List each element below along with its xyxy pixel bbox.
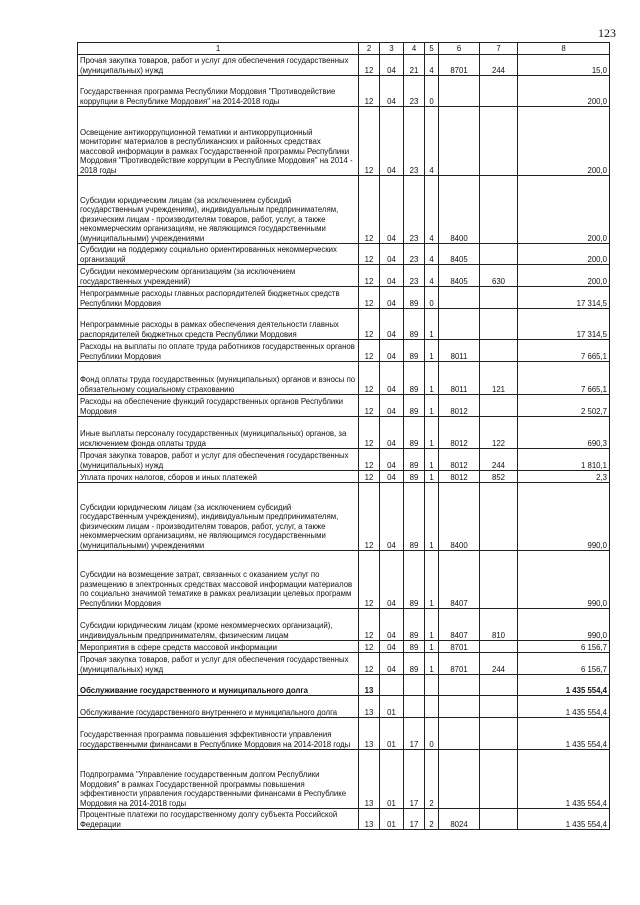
table-row (78, 362, 610, 395)
target-item-code (439, 750, 480, 809)
subprogram-code: 4 (425, 176, 439, 244)
subprogram-code: 4 (425, 55, 439, 76)
target-item-code (439, 675, 480, 696)
subsection-code: 04 (380, 653, 404, 675)
table-row (78, 176, 610, 244)
section-code: 12 (359, 55, 380, 76)
subsection-code: 04 (380, 551, 404, 609)
budget-table (77, 42, 610, 830)
section-code: 12 (359, 653, 380, 675)
amount: 1 435 554,4 (518, 675, 610, 696)
amount: 200,0 (518, 76, 610, 107)
expense-type-code (480, 340, 518, 362)
amount: 200,0 (518, 107, 610, 176)
target-item-code: 8011 (439, 362, 480, 395)
header-cell: 4 (404, 43, 425, 55)
program-code: 89 (404, 471, 425, 483)
table-row (78, 417, 610, 449)
program-code: 89 (404, 483, 425, 551)
subsection-code: 04 (380, 609, 404, 641)
item-name: Субсидии юридическим лицам (кроме некоммерческих организаций), индивидуальным предпринимателям, физическим лицам (78, 609, 359, 641)
amount: 17 314,5 (518, 309, 610, 340)
header-cell: 3 (380, 43, 404, 55)
target-item-code: 8012 (439, 471, 480, 483)
item-name: Расходы на выплаты по оплате труда работников государственных органов Республики Мордовия (78, 340, 359, 362)
table-row (78, 809, 610, 830)
item-name: Субсидии на поддержку социально ориентированных некоммерческих организаций (78, 244, 359, 265)
item-name: Непрограммные расходы в рамках обеспечения деятельности главных распорядителей бюджетных средств Республики Мордовия (78, 309, 359, 340)
expense-type-code: 810 (480, 609, 518, 641)
target-item-code: 8405 (439, 265, 480, 287)
section-code: 12 (359, 265, 380, 287)
program-code: 21 (404, 55, 425, 76)
target-item-code: 8012 (439, 417, 480, 449)
expense-type-code (480, 395, 518, 417)
header-cell: 5 (425, 43, 439, 55)
amount: 1 810,1 (518, 449, 610, 471)
expense-type-code (480, 309, 518, 340)
subprogram-code: 1 (425, 449, 439, 471)
expense-type-code (480, 76, 518, 107)
section-code: 12 (359, 362, 380, 395)
subsection-code: 04 (380, 483, 404, 551)
expense-type-code (480, 718, 518, 750)
expense-type-code (480, 107, 518, 176)
target-item-code (439, 309, 480, 340)
section-code: 13 (359, 718, 380, 750)
section-code: 13 (359, 696, 380, 718)
subprogram-code: 1 (425, 653, 439, 675)
item-name: Субсидии на возмещение затрат, связанных с оказанием услуг по размещению в электронных средствах массовой информации материалов по социально значимой тематике в рамках реализации целевых программ Республики Мордовия (78, 551, 359, 609)
section-code: 12 (359, 609, 380, 641)
item-name: Обслуживание государственного и муниципального долга (78, 675, 359, 696)
header-cell: 8 (518, 43, 610, 55)
amount: 7 665,1 (518, 362, 610, 395)
table-row (78, 340, 610, 362)
amount: 200,0 (518, 176, 610, 244)
table-row (78, 244, 610, 265)
amount: 7 665,1 (518, 340, 610, 362)
section-code: 12 (359, 309, 380, 340)
target-item-code: 8407 (439, 551, 480, 609)
program-code: 23 (404, 107, 425, 176)
program-code: 89 (404, 449, 425, 471)
subprogram-code: 1 (425, 609, 439, 641)
subsection-code (380, 675, 404, 696)
expense-type-code (480, 750, 518, 809)
subsection-code: 04 (380, 309, 404, 340)
program-code: 89 (404, 417, 425, 449)
target-item-code: 8024 (439, 809, 480, 830)
program-code: 89 (404, 287, 425, 309)
program-code: 89 (404, 653, 425, 675)
table-row (78, 483, 610, 551)
expense-type-code: 122 (480, 417, 518, 449)
expense-type-code: 244 (480, 55, 518, 76)
subsection-code: 04 (380, 449, 404, 471)
subsection-code: 01 (380, 809, 404, 830)
subprogram-code: 2 (425, 750, 439, 809)
item-name: Субсидии юридическим лицам (за исключением субсидий государственным учреждениям), индивидуальным предпринимателям, физическим лицам - производителям товаров, работ, услуг, а также некоммерческим организациям, не являющимся государственными (муниципальными) учреждениями (78, 176, 359, 244)
section-code: 12 (359, 395, 380, 417)
header-cell: 2 (359, 43, 380, 55)
item-name: Обслуживание государственного внутреннего и муниципального долга (78, 696, 359, 718)
program-code: 89 (404, 609, 425, 641)
header-cell: 1 (78, 43, 359, 55)
target-item-code (439, 287, 480, 309)
expense-type-code: 244 (480, 653, 518, 675)
item-name: Государственная программа Республики Мордовия "Противодействие коррупции в Республике Мордовия" на 2014-2018 годы (78, 76, 359, 107)
table-row (78, 309, 610, 340)
amount: 17 314,5 (518, 287, 610, 309)
subprogram-code: 1 (425, 362, 439, 395)
program-code: 89 (404, 641, 425, 653)
program-code: 23 (404, 176, 425, 244)
target-item-code: 8011 (439, 340, 480, 362)
subprogram-code: 1 (425, 309, 439, 340)
subprogram-code: 4 (425, 107, 439, 176)
header-cell: 7 (480, 43, 518, 55)
amount: 1 435 554,4 (518, 696, 610, 718)
subprogram-code: 1 (425, 395, 439, 417)
subprogram-code: 1 (425, 641, 439, 653)
expense-type-code: 630 (480, 265, 518, 287)
program-code: 89 (404, 395, 425, 417)
program-code: 89 (404, 340, 425, 362)
table-row (78, 653, 610, 675)
amount: 15,0 (518, 55, 610, 76)
section-code: 12 (359, 483, 380, 551)
target-item-code: 8701 (439, 55, 480, 76)
subsection-code: 04 (380, 176, 404, 244)
target-item-code: 8012 (439, 449, 480, 471)
program-code: 89 (404, 362, 425, 395)
target-item-code: 8400 (439, 483, 480, 551)
section-code: 12 (359, 471, 380, 483)
table-row (78, 287, 610, 309)
expense-type-code (480, 483, 518, 551)
section-code: 12 (359, 417, 380, 449)
section-code: 12 (359, 287, 380, 309)
subprogram-code (425, 696, 439, 718)
program-code: 17 (404, 750, 425, 809)
amount: 690,3 (518, 417, 610, 449)
subsection-code: 04 (380, 265, 404, 287)
target-item-code (439, 718, 480, 750)
subsection-code: 01 (380, 750, 404, 809)
subsection-code: 04 (380, 641, 404, 653)
subsection-code: 04 (380, 340, 404, 362)
program-code (404, 675, 425, 696)
expense-type-code (480, 809, 518, 830)
target-item-code: 8701 (439, 653, 480, 675)
table-row (78, 265, 610, 287)
subsection-code: 04 (380, 76, 404, 107)
section-code: 12 (359, 551, 380, 609)
item-name: Освещение антикоррупционной тематики и антикоррупционный мониторинг материалов в республиканских и районных средствах массовой информации в рамках Государственной программы Республики Мордовия "Противодействие коррупции в Республике Мордовия" на 2014 - 2018 годы (78, 107, 359, 176)
amount: 2,3 (518, 471, 610, 483)
amount: 2 502,7 (518, 395, 610, 417)
section-code: 12 (359, 244, 380, 265)
subprogram-code: 2 (425, 809, 439, 830)
item-name: Субсидии некоммерческим организациям (за исключением государственных учреждений) (78, 265, 359, 287)
target-item-code (439, 76, 480, 107)
subprogram-code: 1 (425, 417, 439, 449)
subsection-code: 04 (380, 417, 404, 449)
expense-type-code (480, 176, 518, 244)
program-code: 23 (404, 76, 425, 107)
item-name: Прочая закупка товаров, работ и услуг для обеспечения государственных (муниципальных) нужд (78, 55, 359, 76)
subprogram-code: 0 (425, 718, 439, 750)
target-item-code: 8407 (439, 609, 480, 641)
item-name: Процентные платежи по государственному долгу субъекта Российской Федерации (78, 809, 359, 830)
program-code: 17 (404, 718, 425, 750)
table-row (78, 750, 610, 809)
amount: 1 435 554,4 (518, 750, 610, 809)
item-name: Подпрограмма "Управление государственным долгом Республики Мордовия" в рамках Государственной программы повышения эффективности управления государственными финансами в Республике Мордовия на 2014-2018 годы (78, 750, 359, 809)
amount: 6 156,7 (518, 641, 610, 653)
subsection-code: 04 (380, 362, 404, 395)
expense-type-code (480, 551, 518, 609)
expense-type-code: 852 (480, 471, 518, 483)
subprogram-code (425, 675, 439, 696)
section-code: 13 (359, 675, 380, 696)
target-item-code: 8400 (439, 176, 480, 244)
table-row (78, 696, 610, 718)
subsection-code: 04 (380, 287, 404, 309)
program-code: 23 (404, 265, 425, 287)
subsection-code: 04 (380, 395, 404, 417)
section-code: 12 (359, 76, 380, 107)
program-code: 23 (404, 244, 425, 265)
amount: 6 156,7 (518, 653, 610, 675)
table-row (78, 107, 610, 176)
subsection-code: 01 (380, 696, 404, 718)
table-row (78, 449, 610, 471)
target-item-code: 8701 (439, 641, 480, 653)
table-row (78, 76, 610, 107)
section-code: 12 (359, 340, 380, 362)
table-header-row (78, 43, 610, 55)
program-code: 89 (404, 551, 425, 609)
amount: 990,0 (518, 483, 610, 551)
item-name: Фонд оплаты труда государственных (муниципальных) органов и взносы по обязательному социальному страхованию (78, 362, 359, 395)
item-name: Иные выплаты персоналу государственных (муниципальных) органов, за исключением фонда оплаты труда (78, 417, 359, 449)
subprogram-code: 0 (425, 287, 439, 309)
expense-type-code: 121 (480, 362, 518, 395)
amount: 200,0 (518, 265, 610, 287)
item-name: Прочая закупка товаров, работ и услуг для обеспечения государственных (муниципальных) нужд (78, 449, 359, 471)
table-row (78, 551, 610, 609)
item-name: Субсидии юридическим лицам (за исключением субсидий государственным учреждениям), индивидуальным предпринимателям, физическим лицам - производителям товаров, работ, услуг, а также некоммерческим организациям, не являющимся государственными (муниципальными) учреждениями (78, 483, 359, 551)
subsection-code: 04 (380, 55, 404, 76)
subprogram-code: 1 (425, 483, 439, 551)
table-row (78, 675, 610, 696)
table-row (78, 55, 610, 76)
section-code: 12 (359, 641, 380, 653)
item-name: Прочая закупка товаров, работ и услуг для обеспечения государственных (муниципальных) нужд (78, 653, 359, 675)
table-row (78, 718, 610, 750)
subprogram-code: 1 (425, 340, 439, 362)
subprogram-code: 4 (425, 265, 439, 287)
program-code (404, 696, 425, 718)
page-number: 123 (598, 26, 616, 40)
target-item-code (439, 696, 480, 718)
target-item-code (439, 107, 480, 176)
subprogram-code: 0 (425, 76, 439, 107)
subsection-code: 04 (380, 471, 404, 483)
section-code: 12 (359, 449, 380, 471)
target-item-code: 8012 (439, 395, 480, 417)
expense-type-code (480, 244, 518, 265)
amount: 1 435 554,4 (518, 718, 610, 750)
item-name: Мероприятия в сфере средств массовой информации (78, 641, 359, 653)
section-code: 12 (359, 176, 380, 244)
table-row (78, 641, 610, 653)
amount: 1 435 554,4 (518, 809, 610, 830)
section-code: 13 (359, 750, 380, 809)
program-code: 89 (404, 309, 425, 340)
expense-type-code (480, 641, 518, 653)
amount: 990,0 (518, 551, 610, 609)
expense-type-code: 244 (480, 449, 518, 471)
expense-type-code (480, 675, 518, 696)
item-name: Непрограммные расходы главных распорядителей бюджетных средств Республики Мордовия (78, 287, 359, 309)
subprogram-code: 4 (425, 244, 439, 265)
program-code: 17 (404, 809, 425, 830)
amount: 990,0 (518, 609, 610, 641)
section-code: 13 (359, 809, 380, 830)
subprogram-code: 1 (425, 471, 439, 483)
subprogram-code: 1 (425, 551, 439, 609)
item-name: Государственная программа повышения эффективности управления государственными финансами в Республике Мордовия на 2014-2018 годы (78, 718, 359, 750)
item-name: Уплата прочих налогов, сборов и иных платежей (78, 471, 359, 483)
section-code: 12 (359, 107, 380, 176)
expense-type-code (480, 287, 518, 309)
subsection-code: 04 (380, 244, 404, 265)
target-item-code: 8405 (439, 244, 480, 265)
subsection-code: 01 (380, 718, 404, 750)
table-row (78, 395, 610, 417)
table-row (78, 609, 610, 641)
subsection-code: 04 (380, 107, 404, 176)
amount: 200,0 (518, 244, 610, 265)
header-cell: 6 (439, 43, 480, 55)
item-name: Расходы на обеспечение функций государственных органов Республики Мордовия (78, 395, 359, 417)
expense-type-code (480, 696, 518, 718)
table-row (78, 471, 610, 483)
